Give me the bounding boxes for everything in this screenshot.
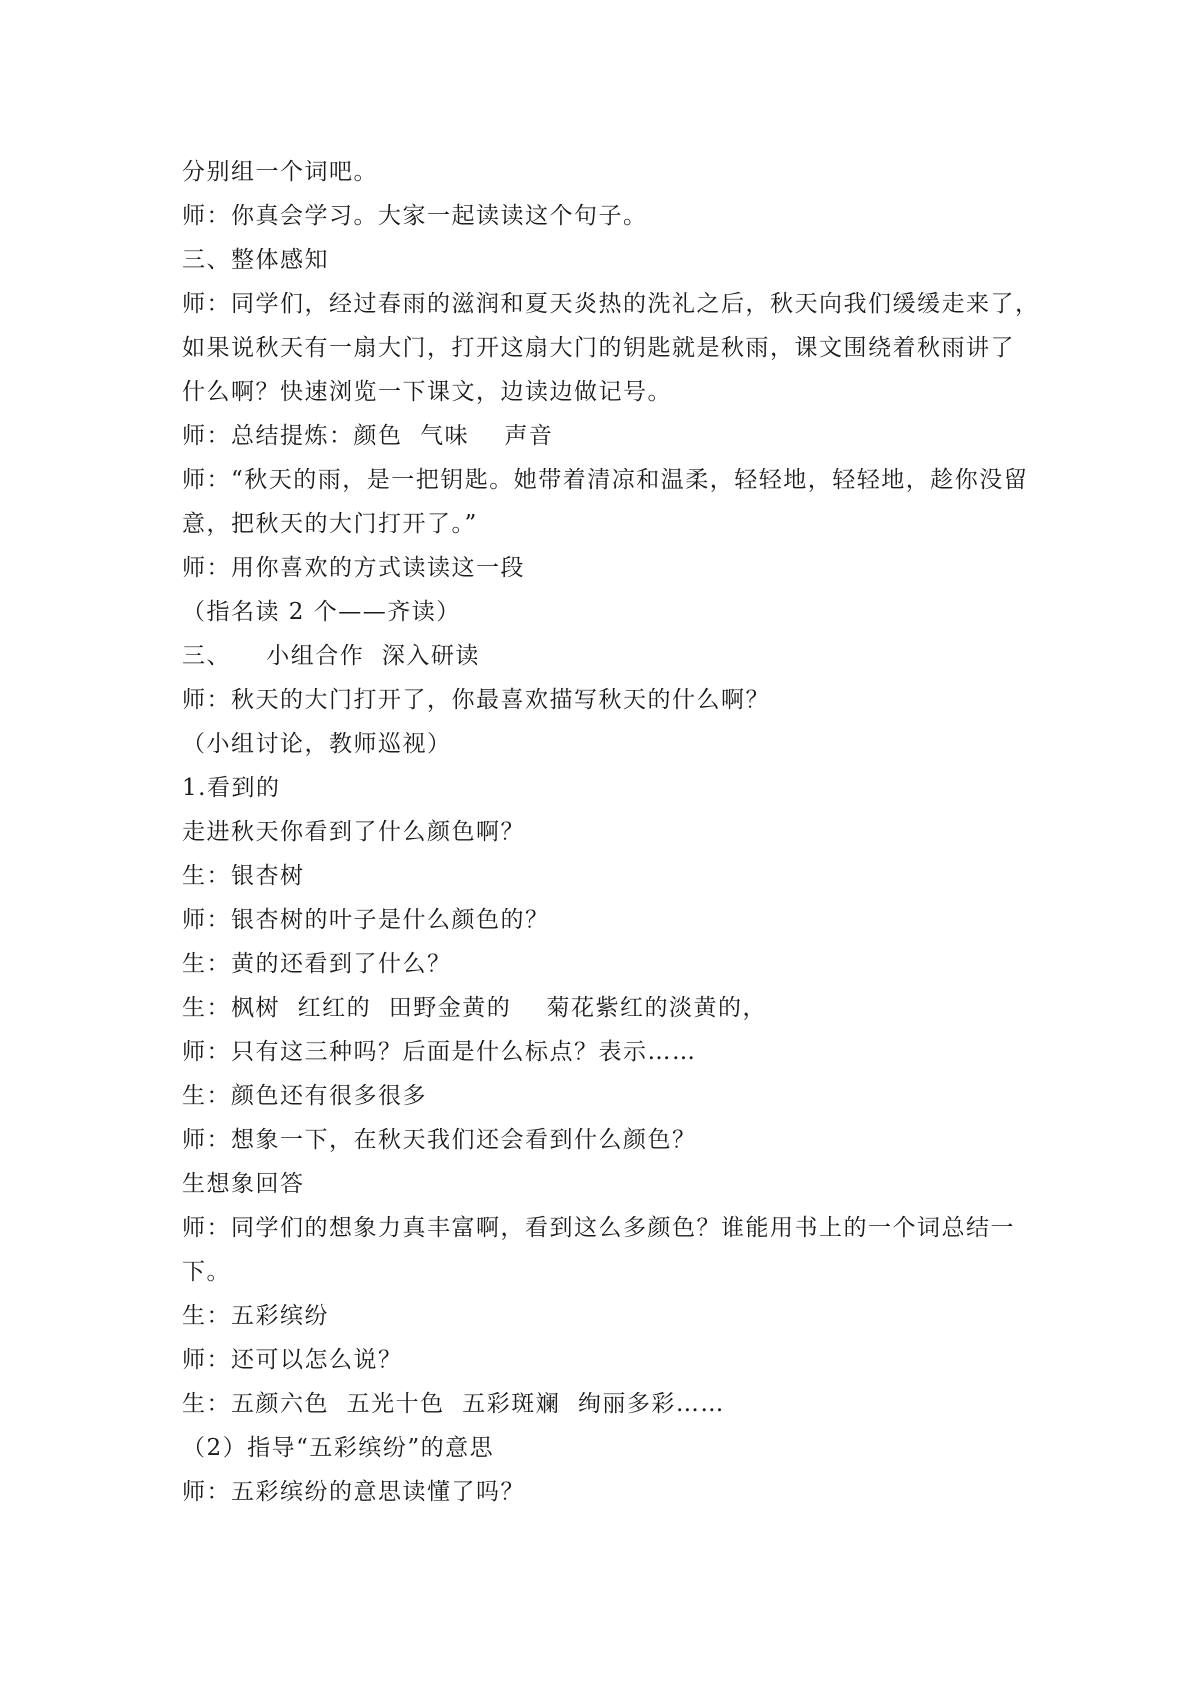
text-line: 师：总结提炼：颜色 气味 声音 [182, 423, 554, 449]
text-line: 生：五颜六色 五光十色 五彩斑斓 绚丽多彩…… [182, 1391, 725, 1417]
text-line: 师：同学们，经过春雨的滋润和夏天炎热的洗礼之后，秋天向我们缓缓走来了， [182, 291, 1040, 317]
text-line: 师：同学们的想象力真丰富啊，看到这么多颜色？谁能用书上的一个词总结一 [182, 1215, 1015, 1241]
text-line: 师：只有这三种吗？后面是什么标点？表示…… [182, 1039, 697, 1065]
text-line: 师：你真会学习。大家一起读读这个句子。 [182, 203, 648, 229]
text-line: 师：秋天的大门打开了，你最喜欢描写秋天的什么啊？ [182, 687, 770, 713]
text-line: 如果说秋天有一扇大门，打开这扇大门的钥匙就是秋雨，课文围绕着秋雨讲了 [182, 335, 1015, 361]
section-heading: 三、整体感知 [182, 247, 329, 273]
text-line: 下。 [182, 1259, 231, 1285]
section-heading: 三、 小组合作 深入研读 [182, 643, 480, 669]
text-line: （小组讨论，教师巡视） [182, 731, 452, 757]
text-line: 生：枫树 红红的 田野金黄的 菊花紫红的淡黄的， [182, 995, 767, 1021]
text-line: 师：银杏树的叶子是什么颜色的？ [182, 907, 550, 933]
text-line: 生想象回答 [182, 1171, 305, 1197]
text-line: 生：五彩缤纷 [182, 1303, 329, 1329]
text-line: 意，把秋天的大门打开了。” [182, 511, 478, 537]
text-line: （指名读 2 个——齐读） [182, 599, 461, 625]
text-line: 生：黄的还看到了什么？ [182, 951, 452, 977]
text-line: 什么啊？快速浏览一下课文，边读边做记号。 [182, 379, 672, 405]
text-line: 师：“秋天的雨，是一把钥匙。她带着清凉和温柔，轻轻地，轻轻地，趁你没留 [182, 467, 1029, 493]
text-line: 师：还可以怎么说？ [182, 1347, 403, 1373]
text-line: 走进秋天你看到了什么颜色啊？ [182, 819, 525, 845]
text-line: 师：想象一下，在秋天我们还会看到什么颜色？ [182, 1127, 697, 1153]
text-line: 生：颜色还有很多很多 [182, 1083, 427, 1109]
text-line: 分别组一个词吧。 [182, 159, 378, 185]
text-line: 生：银杏树 [182, 863, 305, 889]
subsection-heading: 1.看到的 [182, 775, 281, 801]
text-line: 师：五彩缤纷的意思读懂了吗？ [182, 1479, 525, 1505]
document-body [182, 150, 1042, 1514]
text-line: 师：用你喜欢的方式读读这一段 [182, 555, 525, 581]
text-line: （2）指导“五彩缤纷”的意思 [182, 1435, 495, 1461]
